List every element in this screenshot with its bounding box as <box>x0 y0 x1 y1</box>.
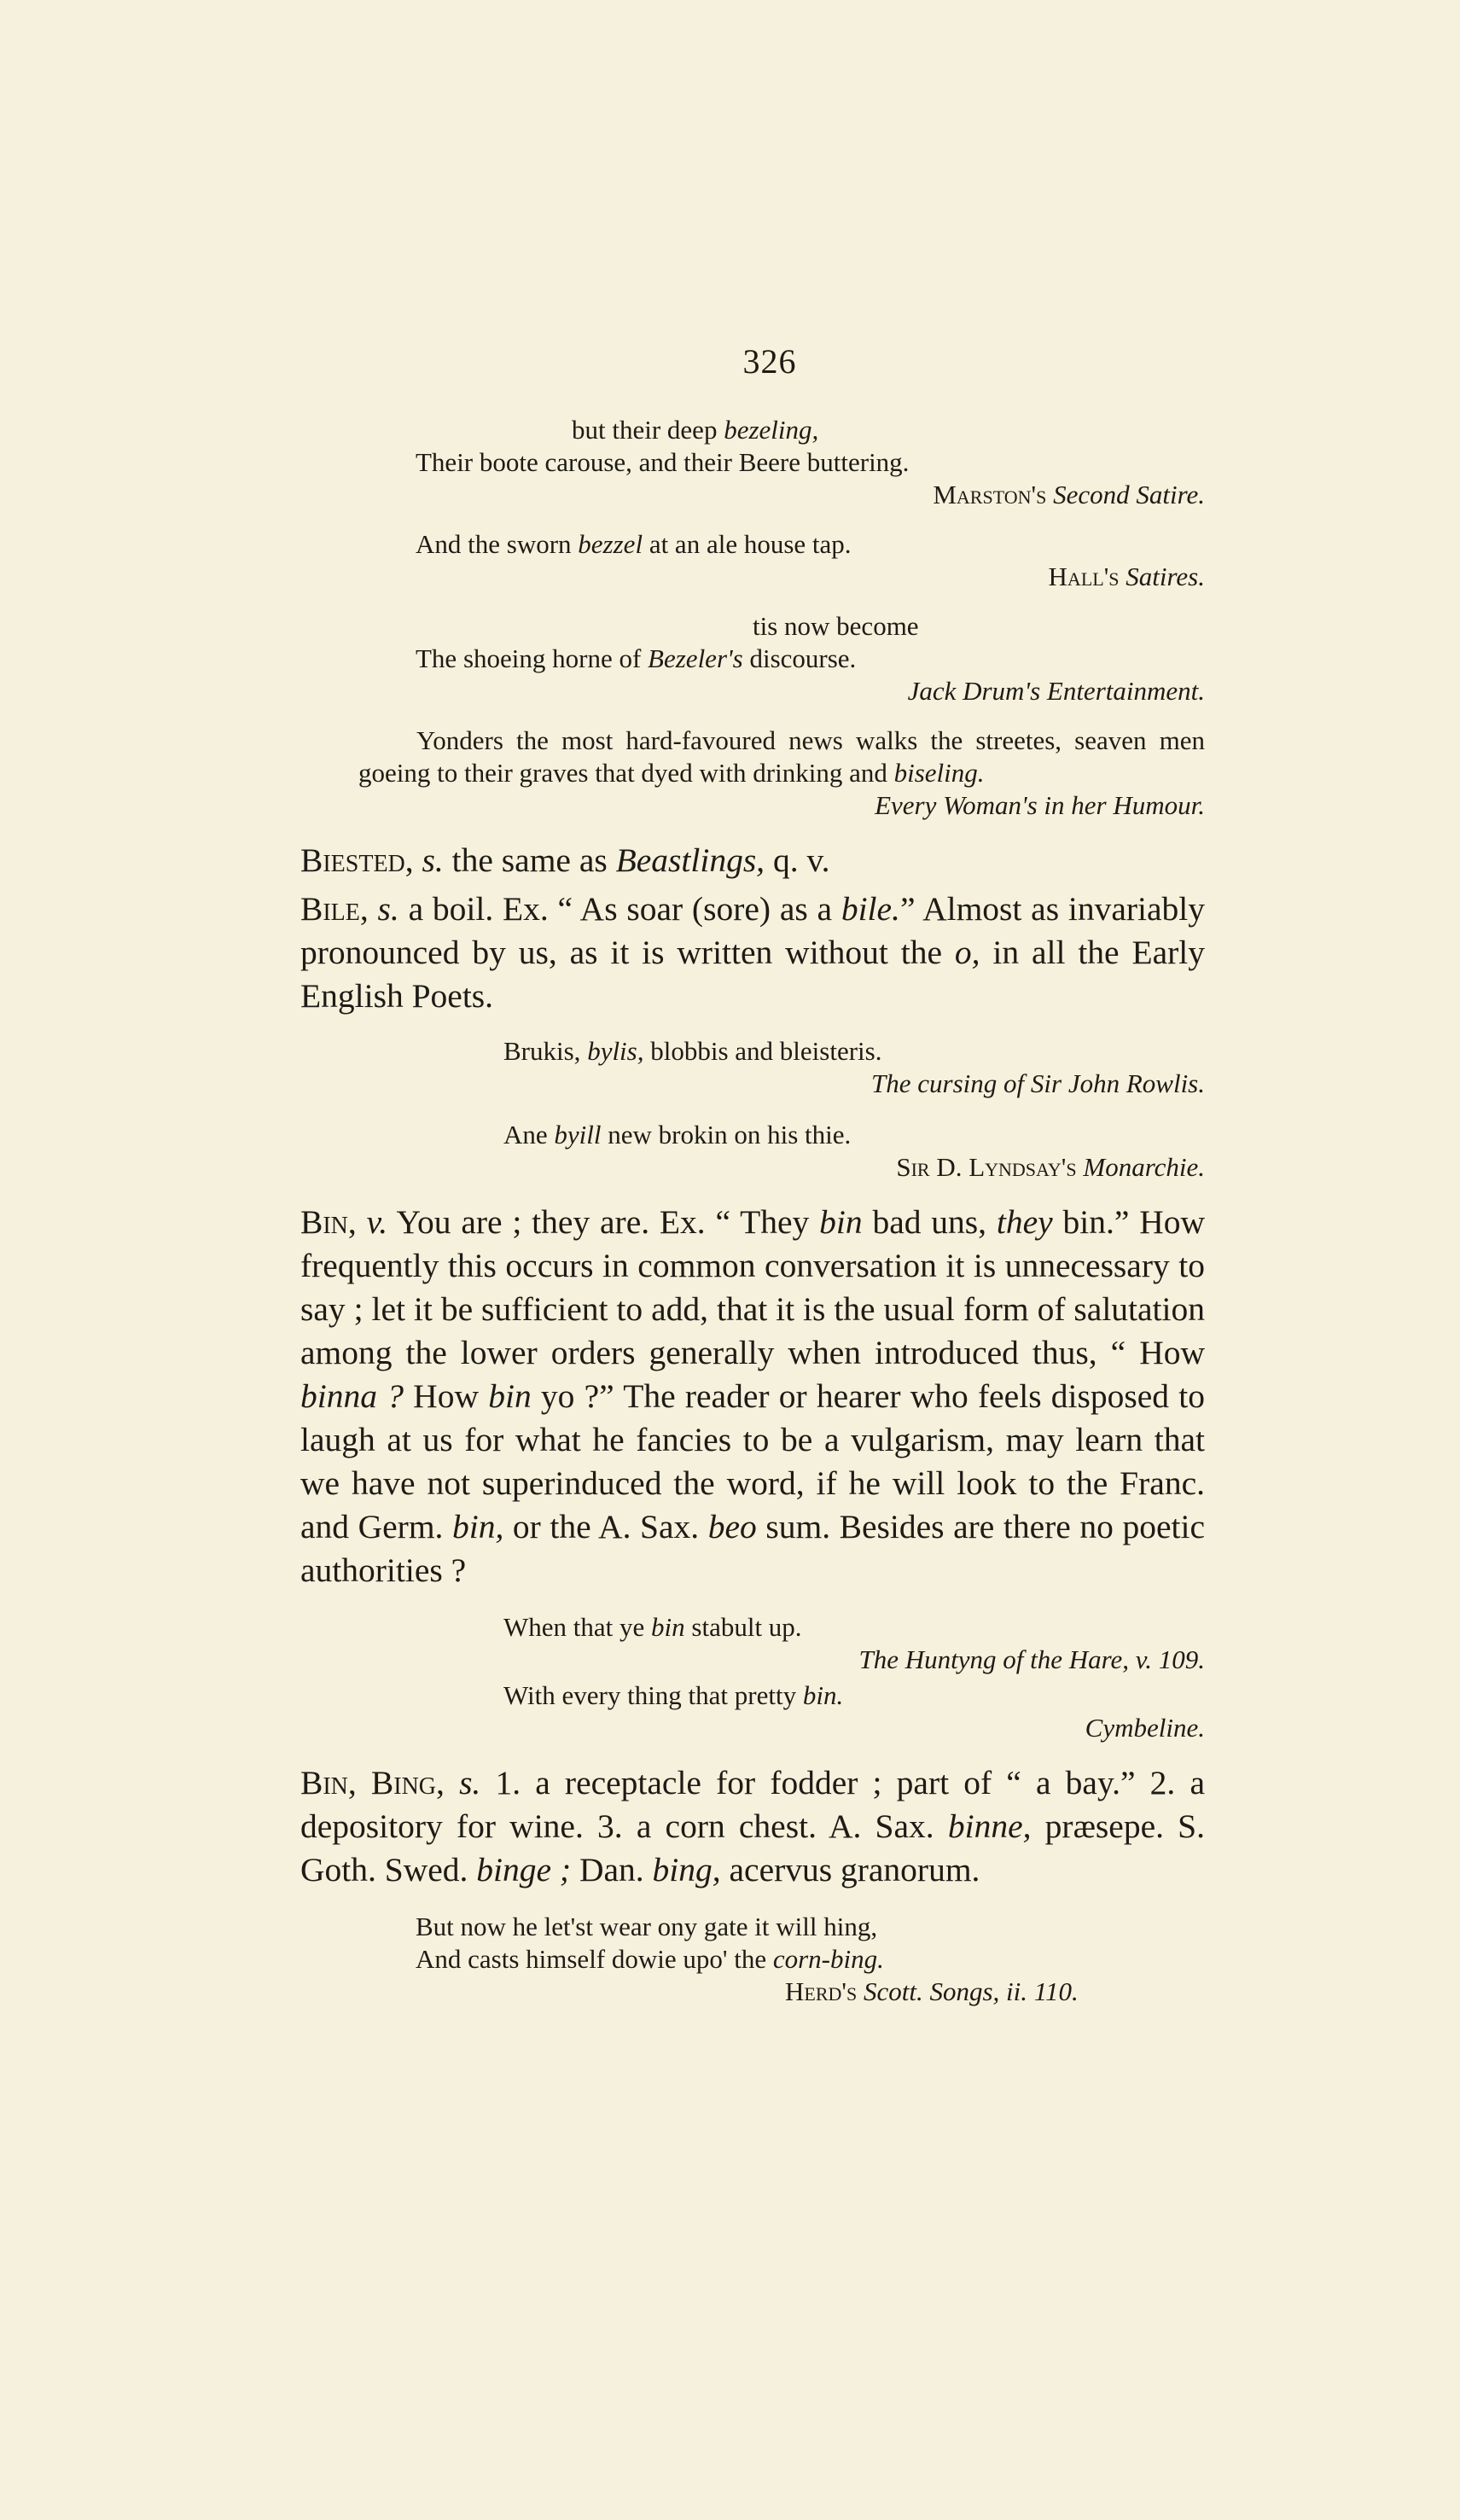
quote-text: Their boote carouse, and their Beere buttering. <box>416 447 910 477</box>
entry-bing: Bin, Bing, s. 1. a receptacle for fodder ; part of “ a bay.” 2. a depository for wine. 3. a corn chest. A. Sax. binne, præsepe. S. Goth. Swed. binge ; Dan. bing, acervus granorum. <box>300 1764 1206 1889</box>
citation: Every Woman's in her Humour. <box>875 790 1205 820</box>
citation: Cymbeline. <box>1085 1713 1205 1743</box>
quote-hall: And the sworn bezzel at an ale house tap. Hall's Satires. <box>300 528 1205 593</box>
quote-rowlis: Brukis, bylis, blobbis and bleisteris. The cursing of Sir John Rowlis. <box>300 1035 1205 1100</box>
quote-marston <box>300 414 1205 511</box>
quote-every-woman: Yonders the most hard-favoured news walks the streetes, seaven men goeing to their graves that dyed with drinking and biseling. Every Woman's in her Humour. <box>300 725 1205 822</box>
citation: Marston's Second Satire. <box>933 480 1205 509</box>
quote-cymbeline: With every thing that pretty bin. Cymbeline. <box>300 1679 1205 1744</box>
citation: Hall's Satires. <box>1048 562 1205 591</box>
headword: Biested, <box>300 841 414 879</box>
quote-jack-drum: tis now become The shoeing horne of Bezeler's discourse. Jack Drum's Entertainment. <box>300 610 1205 707</box>
quote-italic: bezeling, <box>724 415 819 445</box>
entry-bin: Bin, v. You are ; they are. Ex. “ They bin bad uns, they bin.” How frequently this occurs in common conversation it is unnecessary to say ; let it be sufficient to add, that it is the usual form of salutation among the lower orders generally when introduced thus, “ How binna ? How bin yo ?” The reader or hearer who feels disposed to laugh at us for what he fancies to be a vulgarism, may learn that we have not superinduced the word, if he will look to the Franc. and Germ. bin, or the A. Sax. beo sum. Besides are there no poetic authorities ? <box>300 1203 1206 1589</box>
headword: Bin, <box>300 1203 357 1241</box>
headword: Bin, Bing, <box>300 1764 445 1801</box>
citation: Herd's Scott. Songs, ii. 110. <box>785 1976 1079 2006</box>
quote-text: but their deep <box>572 415 724 445</box>
quote-huntyng: When that ye bin stabult up. The Huntyng of the Hare, v. 109. <box>300 1611 1205 1676</box>
page-number: 326 <box>742 342 797 381</box>
entry-bile: Bile, s. a boil. Ex. “ As soar (sore) as a bile.” Almost as invariably pronounced by us, as it is written without the o, in all the Early English Poets. <box>300 890 1205 1015</box>
citation: Sir D. Lyndsay's Monarchie. <box>896 1152 1205 1182</box>
citation: The Huntyng of the Hare, v. 109. <box>858 1644 1205 1674</box>
page <box>300 341 1205 2008</box>
quote-herd: But now he let'st wear ony gate it will hing, And casts himself dowie upo' the corn-bing. Herd's Scott. Songs, ii. 110. <box>300 1911 1205 2008</box>
citation: Jack Drum's Entertainment. <box>907 676 1205 706</box>
quote-lyndsay: Ane byill new brokin on his thie. Sir D. Lyndsay's Monarchie. <box>300 1119 1205 1184</box>
citation: The cursing of Sir John Rowlis. <box>871 1068 1205 1098</box>
entry-biested: Biested, s. the same as Beastlings, q. v. <box>300 841 830 879</box>
headword: Bile, <box>300 890 369 928</box>
